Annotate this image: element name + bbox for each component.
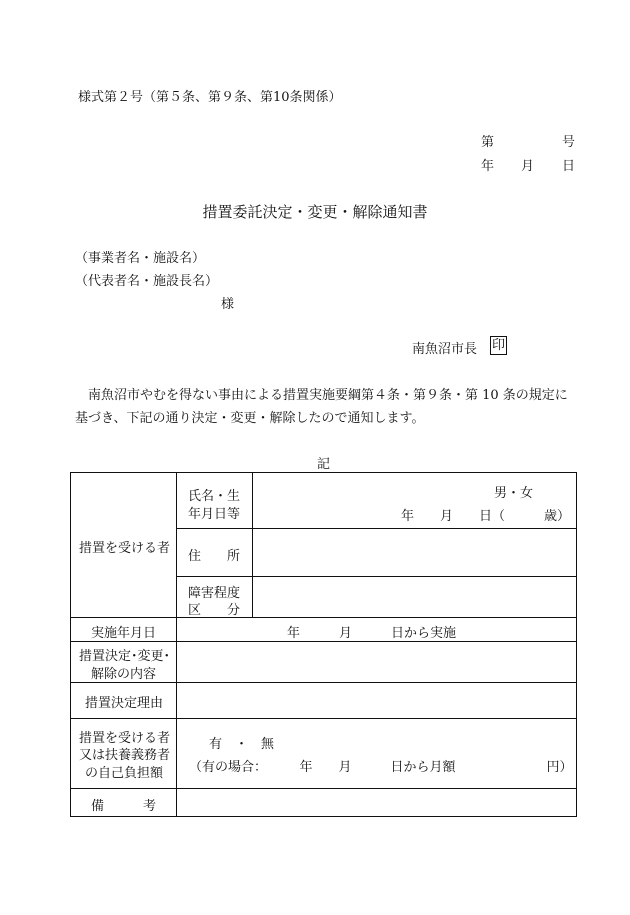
addressee-representative-name: （代表者名・施設長名）: [75, 274, 219, 289]
table-hline-6: [71, 718, 577, 719]
recipient-label: 措置を受ける者: [79, 541, 171, 556]
table-hline-7: [71, 788, 577, 789]
table-hline-4: [71, 641, 577, 642]
body-text-line-2: 基づき、下記の通り決定・変更・解除したので通知します。: [75, 411, 425, 426]
reason-label: 措置決定理由: [85, 696, 164, 711]
address-label: 住 所: [188, 549, 241, 564]
dob-field: 年 月 日（ 歳）: [401, 509, 571, 524]
document-number-prefix: 第: [481, 135, 495, 150]
impl-date-value: 年 月 日から実施: [287, 626, 457, 641]
body-text-line-1: 南魚沼市やむを得ない事由による措置実施要綱第４条・第９条・第 10 条の規定に: [88, 388, 568, 403]
document-number-suffix: 号: [562, 135, 576, 150]
form-number: 様式第２号（第５条、第９条、第10条関係）: [78, 90, 342, 105]
table-hline-3: [71, 617, 577, 618]
burden-label-1: 措置を受ける者: [79, 731, 171, 746]
burden-label-2: 又は扶養義務者: [79, 748, 171, 763]
name-dob-label-1: 氏名・生: [188, 489, 241, 504]
burden-yes-no: 有 ・ 無: [209, 737, 275, 752]
addressee-honorific: 様: [221, 297, 235, 312]
table-hline-2: [176, 576, 577, 577]
burden-label-3: の自己負担額: [85, 766, 164, 781]
table-hline-1: [176, 528, 577, 529]
content-label-1: 措置決定･変更･: [79, 649, 171, 664]
gender-options: 男・女: [494, 486, 534, 501]
notice-table: [70, 472, 577, 817]
disability-label-1: 障害程度: [188, 586, 241, 601]
date-month: 月: [521, 159, 535, 174]
burden-detail: （有の場合： 年 月 日から月額 円）: [189, 760, 573, 775]
date-year: 年: [481, 159, 495, 174]
document-title: 措置委託決定・変更・解除通知書: [202, 203, 428, 221]
content-label-2: 解除の内容: [91, 667, 157, 682]
table-vline-subfields: [252, 473, 253, 617]
disability-label-2: 区 分: [188, 603, 241, 618]
remarks-label: 備 考: [91, 799, 157, 814]
name-dob-label-2: 年月日等: [188, 507, 241, 522]
impl-date-label: 実施年月日: [91, 626, 157, 641]
table-hline-5: [71, 682, 577, 683]
table-vline-lower: [176, 617, 177, 817]
date-day: 日: [562, 159, 576, 174]
sender-name: 南魚沼市長: [412, 342, 478, 357]
seal-stamp: 印: [492, 338, 506, 353]
addressee-business-name: （事業者名・施設名）: [75, 251, 206, 266]
ki-heading: 記: [317, 457, 331, 472]
